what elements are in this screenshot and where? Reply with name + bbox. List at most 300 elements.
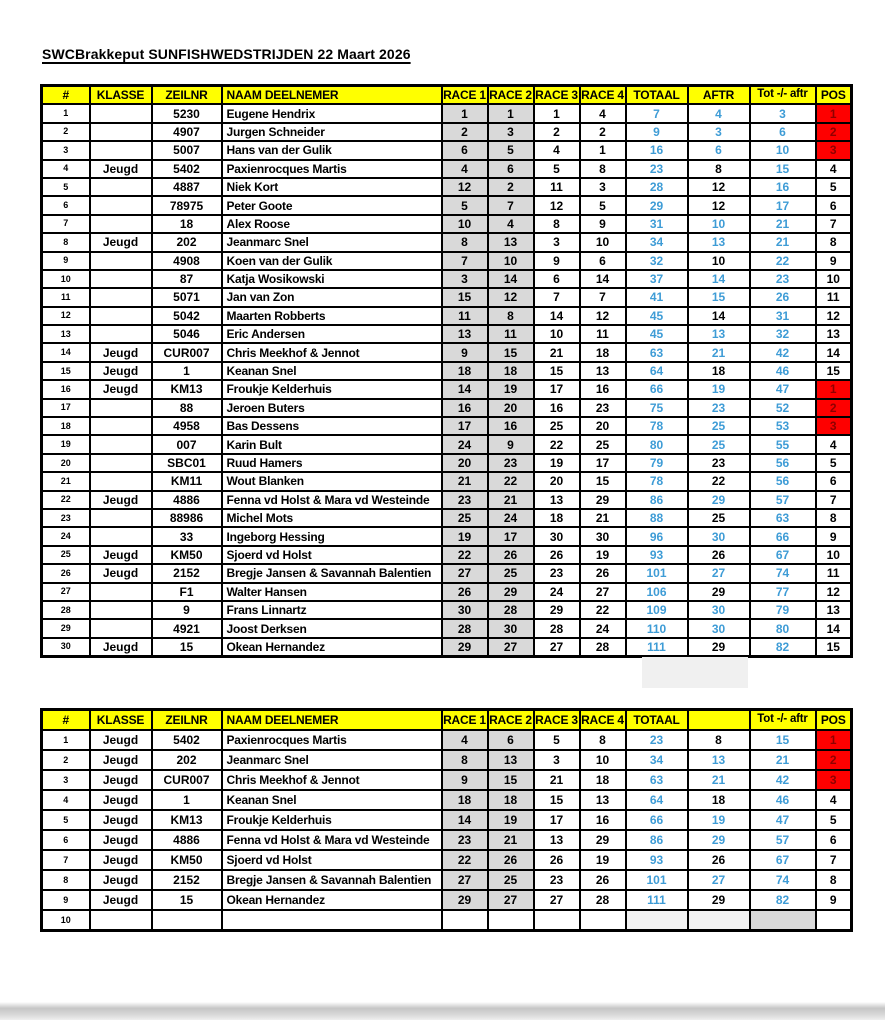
cell-zeilnr: CUR007 bbox=[152, 770, 222, 790]
cell-totaal: 96 bbox=[626, 527, 688, 545]
cell-pos: 6 bbox=[816, 830, 852, 850]
cell-tot-aftr: 55 bbox=[750, 435, 816, 453]
cell-race4: 19 bbox=[580, 546, 626, 564]
cell-totaal: 110 bbox=[626, 619, 688, 637]
cell-race1: 23 bbox=[442, 491, 488, 509]
cell-klasse: Jeugd bbox=[90, 343, 152, 361]
cell-tot-aftr: 3 bbox=[750, 104, 816, 122]
cell-zeilnr: 2152 bbox=[152, 870, 222, 890]
cell-race4: 21 bbox=[580, 509, 626, 527]
cell-pos: 8 bbox=[816, 509, 852, 527]
cell-race2: 5 bbox=[488, 141, 534, 159]
col-header-race4: RACE 4 bbox=[580, 710, 626, 731]
cell-race2: 25 bbox=[488, 564, 534, 582]
cell-totaal: 101 bbox=[626, 564, 688, 582]
cell-race3: 14 bbox=[534, 307, 580, 325]
cell-aftr: 27 bbox=[688, 564, 750, 582]
cell-race2: 28 bbox=[488, 601, 534, 619]
cell-race1: 29 bbox=[442, 890, 488, 910]
cell-race4: 2 bbox=[580, 123, 626, 141]
cell-aftr: 19 bbox=[688, 810, 750, 830]
cell-tot-aftr: 42 bbox=[750, 770, 816, 790]
table-row bbox=[42, 215, 852, 233]
cell-aftr: 4 bbox=[688, 104, 750, 122]
cell-tot-aftr: 46 bbox=[750, 790, 816, 810]
cell-zeilnr: 15 bbox=[152, 890, 222, 910]
cell-tot-aftr: 79 bbox=[750, 601, 816, 619]
cell-rank: 6 bbox=[42, 830, 90, 850]
cell-race3: 17 bbox=[534, 810, 580, 830]
cell-race3: 25 bbox=[534, 417, 580, 435]
cell-naam: Sjoerd vd Holst bbox=[222, 850, 442, 870]
cell-race3: 5 bbox=[534, 160, 580, 178]
cell-race1: 18 bbox=[442, 362, 488, 380]
cell-race2: 15 bbox=[488, 343, 534, 361]
cell-race4: 7 bbox=[580, 288, 626, 306]
col-header-race1: RACE 1 bbox=[442, 86, 488, 105]
cell-race4: 10 bbox=[580, 750, 626, 770]
cell-naam: Fenna vd Holst & Mara vd Westeinde bbox=[222, 830, 442, 850]
cell-race2: 9 bbox=[488, 435, 534, 453]
col-header-klasse: KLASSE bbox=[90, 86, 152, 105]
cell-rank: 17 bbox=[42, 399, 90, 417]
cell-zeilnr: 9 bbox=[152, 601, 222, 619]
cell-pos: 7 bbox=[816, 491, 852, 509]
cell-rank: 8 bbox=[42, 233, 90, 251]
cell-klasse bbox=[90, 307, 152, 325]
cell-race2: 21 bbox=[488, 830, 534, 850]
cell-race2: 1 bbox=[488, 104, 534, 122]
cell-zeilnr: 1 bbox=[152, 790, 222, 810]
cell-race4: 22 bbox=[580, 601, 626, 619]
cell-klasse: Jeugd bbox=[90, 770, 152, 790]
cell-race4: 8 bbox=[580, 730, 626, 750]
cell-tot-aftr: 15 bbox=[750, 160, 816, 178]
cell-tot-aftr: 77 bbox=[750, 583, 816, 601]
cell-rank: 15 bbox=[42, 362, 90, 380]
cell-race4: 26 bbox=[580, 564, 626, 582]
cell-naam: Eric Andersen bbox=[222, 325, 442, 343]
cell-race3: 2 bbox=[534, 123, 580, 141]
cell-aftr bbox=[688, 910, 750, 931]
cell-naam: Froukje Kelderhuis bbox=[222, 810, 442, 830]
cell-totaal: 80 bbox=[626, 435, 688, 453]
cell-race3: 24 bbox=[534, 583, 580, 601]
cell-naam: Karin Bult bbox=[222, 435, 442, 453]
cell-rank: 11 bbox=[42, 288, 90, 306]
cell-rank: 6 bbox=[42, 196, 90, 214]
cell-klasse bbox=[90, 454, 152, 472]
cell-zeilnr: F1 bbox=[152, 583, 222, 601]
results-table-overall bbox=[40, 84, 853, 658]
cell-race1 bbox=[442, 910, 488, 931]
col-header-zeilnr: ZEILNR bbox=[152, 710, 222, 731]
cell-pos: 4 bbox=[816, 435, 852, 453]
col-header-race2: RACE 2 bbox=[488, 710, 534, 731]
cell-tot-aftr: 10 bbox=[750, 141, 816, 159]
cell-tot-aftr: 16 bbox=[750, 178, 816, 196]
cell-race2: 13 bbox=[488, 750, 534, 770]
table-row bbox=[42, 472, 852, 490]
table-body-overall bbox=[42, 104, 852, 656]
cell-zeilnr: 87 bbox=[152, 270, 222, 288]
cell-klasse bbox=[90, 325, 152, 343]
cell-klasse: Jeugd bbox=[90, 362, 152, 380]
cell-naam: Peter Goote bbox=[222, 196, 442, 214]
cell-rank: 3 bbox=[42, 770, 90, 790]
cell-zeilnr: KM13 bbox=[152, 380, 222, 398]
cell-naam: Jeanmarc Snel bbox=[222, 233, 442, 251]
cell-naam: Jeanmarc Snel bbox=[222, 750, 442, 770]
cell-pos: 8 bbox=[816, 870, 852, 890]
cell-race4: 26 bbox=[580, 870, 626, 890]
cell-klasse bbox=[90, 141, 152, 159]
cell-zeilnr: 33 bbox=[152, 527, 222, 545]
cell-tot-aftr: 74 bbox=[750, 564, 816, 582]
cell-pos: 3 bbox=[816, 770, 852, 790]
cell-rank: 10 bbox=[42, 270, 90, 288]
cell-aftr: 30 bbox=[688, 601, 750, 619]
cell-race4: 20 bbox=[580, 417, 626, 435]
cell-rank: 25 bbox=[42, 546, 90, 564]
cell-race3: 27 bbox=[534, 638, 580, 657]
cell-race3: 28 bbox=[534, 619, 580, 637]
cell-race1: 26 bbox=[442, 583, 488, 601]
cell-zeilnr: KM13 bbox=[152, 810, 222, 830]
table-row bbox=[42, 638, 852, 657]
cell-race3: 17 bbox=[534, 380, 580, 398]
cell-aftr: 14 bbox=[688, 270, 750, 288]
cell-rank: 29 bbox=[42, 619, 90, 637]
table-row bbox=[42, 619, 852, 637]
cell-rank: 13 bbox=[42, 325, 90, 343]
table-row bbox=[42, 141, 852, 159]
cell-tot-aftr: 31 bbox=[750, 307, 816, 325]
cell-tot-aftr bbox=[750, 910, 816, 931]
cell-zeilnr: 4886 bbox=[152, 491, 222, 509]
cell-pos: 12 bbox=[816, 583, 852, 601]
table-row bbox=[42, 362, 852, 380]
cell-naam: Alex Roose bbox=[222, 215, 442, 233]
cell-rank: 1 bbox=[42, 730, 90, 750]
cell-pos: 15 bbox=[816, 362, 852, 380]
cell-zeilnr: 18 bbox=[152, 215, 222, 233]
cell-klasse bbox=[90, 270, 152, 288]
cell-klasse: Jeugd bbox=[90, 380, 152, 398]
table-row bbox=[42, 583, 852, 601]
cell-naam: Paxienrocques Martis bbox=[222, 160, 442, 178]
cell-rank: 18 bbox=[42, 417, 90, 435]
table-row bbox=[42, 307, 852, 325]
cell-zeilnr bbox=[152, 910, 222, 931]
cell-race1: 13 bbox=[442, 325, 488, 343]
cell-zeilnr: 5230 bbox=[152, 104, 222, 122]
cell-pos: 10 bbox=[816, 546, 852, 564]
cell-naam: Jan van Zon bbox=[222, 288, 442, 306]
cell-aftr: 21 bbox=[688, 770, 750, 790]
cell-zeilnr: 5042 bbox=[152, 307, 222, 325]
cell-race2: 29 bbox=[488, 583, 534, 601]
cell-race3: 15 bbox=[534, 362, 580, 380]
table-row bbox=[42, 325, 852, 343]
cell-totaal: 78 bbox=[626, 472, 688, 490]
table-row bbox=[42, 850, 852, 870]
table-row bbox=[42, 830, 852, 850]
cell-pos: 9 bbox=[816, 527, 852, 545]
cell-pos: 7 bbox=[816, 850, 852, 870]
cell-race4: 5 bbox=[580, 196, 626, 214]
col-header-zeilnr: ZEILNR bbox=[152, 86, 222, 105]
cell-race1: 1 bbox=[442, 104, 488, 122]
cell-tot-aftr: 22 bbox=[750, 252, 816, 270]
cell-rank: 2 bbox=[42, 750, 90, 770]
table-row bbox=[42, 770, 852, 790]
cell-pos: 2 bbox=[816, 750, 852, 770]
cell-race1: 12 bbox=[442, 178, 488, 196]
cell-aftr: 13 bbox=[688, 325, 750, 343]
cell-klasse: Jeugd bbox=[90, 810, 152, 830]
cell-race2: 26 bbox=[488, 850, 534, 870]
cell-race1: 9 bbox=[442, 343, 488, 361]
cell-zeilnr: 88 bbox=[152, 399, 222, 417]
cell-race4: 3 bbox=[580, 178, 626, 196]
cell-race2: 20 bbox=[488, 399, 534, 417]
cell-totaal: 34 bbox=[626, 750, 688, 770]
cell-zeilnr: 202 bbox=[152, 233, 222, 251]
cell-aftr: 10 bbox=[688, 215, 750, 233]
cell-tot-aftr: 52 bbox=[750, 399, 816, 417]
cell-race4: 8 bbox=[580, 160, 626, 178]
cell-race1: 19 bbox=[442, 527, 488, 545]
table-row bbox=[42, 750, 852, 770]
cell-aftr: 14 bbox=[688, 307, 750, 325]
cell-zeilnr: CUR007 bbox=[152, 343, 222, 361]
cell-race2 bbox=[488, 910, 534, 931]
cell-totaal: 93 bbox=[626, 850, 688, 870]
cell-pos: 11 bbox=[816, 564, 852, 582]
cell-zeilnr: KM11 bbox=[152, 472, 222, 490]
cell-race2: 12 bbox=[488, 288, 534, 306]
cell-pos: 5 bbox=[816, 810, 852, 830]
cell-zeilnr: 5046 bbox=[152, 325, 222, 343]
cell-race1: 29 bbox=[442, 638, 488, 657]
cell-naam: Okean Hernandez bbox=[222, 638, 442, 657]
cell-race3: 3 bbox=[534, 750, 580, 770]
table-row bbox=[42, 104, 852, 122]
cell-naam: Wout Blanken bbox=[222, 472, 442, 490]
col-header-naam: NAAM DEELNEMER bbox=[222, 710, 442, 731]
table-row bbox=[42, 270, 852, 288]
cell-totaal: 23 bbox=[626, 160, 688, 178]
cell-klasse bbox=[90, 399, 152, 417]
cell-totaal: 75 bbox=[626, 399, 688, 417]
cell-race3: 1 bbox=[534, 104, 580, 122]
cell-race2: 19 bbox=[488, 380, 534, 398]
cell-aftr: 29 bbox=[688, 638, 750, 657]
table-row bbox=[42, 601, 852, 619]
cell-race2: 23 bbox=[488, 454, 534, 472]
cell-pos: 2 bbox=[816, 123, 852, 141]
cell-pos: 3 bbox=[816, 141, 852, 159]
cell-race4: 6 bbox=[580, 252, 626, 270]
cell-pos: 1 bbox=[816, 380, 852, 398]
cell-totaal: 101 bbox=[626, 870, 688, 890]
cell-naam: Ruud Hamers bbox=[222, 454, 442, 472]
cell-zeilnr: 5402 bbox=[152, 160, 222, 178]
table-row bbox=[42, 790, 852, 810]
cell-rank: 27 bbox=[42, 583, 90, 601]
cell-race2: 24 bbox=[488, 509, 534, 527]
cell-aftr: 12 bbox=[688, 178, 750, 196]
cell-klasse bbox=[90, 417, 152, 435]
cell-race3: 15 bbox=[534, 790, 580, 810]
cell-race4: 28 bbox=[580, 890, 626, 910]
cell-klasse: Jeugd bbox=[90, 564, 152, 582]
cell-tot-aftr: 66 bbox=[750, 527, 816, 545]
cell-race3: 21 bbox=[534, 770, 580, 790]
cell-totaal: 86 bbox=[626, 491, 688, 509]
cell-zeilnr: 007 bbox=[152, 435, 222, 453]
cell-pos: 2 bbox=[816, 399, 852, 417]
cell-naam bbox=[222, 910, 442, 931]
cell-tot-aftr: 32 bbox=[750, 325, 816, 343]
cell-zeilnr: 202 bbox=[152, 750, 222, 770]
cell-race4: 9 bbox=[580, 215, 626, 233]
cell-naam: Frans Linnartz bbox=[222, 601, 442, 619]
cell-totaal: 86 bbox=[626, 830, 688, 850]
cell-race2: 18 bbox=[488, 790, 534, 810]
cell-race4: 29 bbox=[580, 491, 626, 509]
table-row bbox=[42, 196, 852, 214]
cell-aftr: 25 bbox=[688, 509, 750, 527]
col-header-aftr: AFTR bbox=[688, 86, 750, 105]
cell-naam: Bas Dessens bbox=[222, 417, 442, 435]
cell-race3: 26 bbox=[534, 546, 580, 564]
cell-race1: 8 bbox=[442, 233, 488, 251]
cell-pos: 6 bbox=[816, 472, 852, 490]
table-row bbox=[42, 454, 852, 472]
table-row bbox=[42, 509, 852, 527]
cell-race1: 18 bbox=[442, 790, 488, 810]
cell-pos: 5 bbox=[816, 178, 852, 196]
cell-totaal: 7 bbox=[626, 104, 688, 122]
cell-tot-aftr: 47 bbox=[750, 810, 816, 830]
cell-race2: 30 bbox=[488, 619, 534, 637]
col-header-race3: RACE 3 bbox=[534, 710, 580, 731]
cell-klasse: Jeugd bbox=[90, 546, 152, 564]
cell-rank: 5 bbox=[42, 178, 90, 196]
cell-totaal: 106 bbox=[626, 583, 688, 601]
cell-tot-aftr: 63 bbox=[750, 509, 816, 527]
table-row bbox=[42, 380, 852, 398]
table-row bbox=[42, 810, 852, 830]
cell-race1: 27 bbox=[442, 564, 488, 582]
cell-klasse: Jeugd bbox=[90, 233, 152, 251]
table-row bbox=[42, 564, 852, 582]
cell-race2: 21 bbox=[488, 491, 534, 509]
cell-pos: 9 bbox=[816, 252, 852, 270]
cell-race1: 3 bbox=[442, 270, 488, 288]
cell-race4: 13 bbox=[580, 790, 626, 810]
cell-race1: 23 bbox=[442, 830, 488, 850]
cell-tot-aftr: 57 bbox=[750, 830, 816, 850]
cell-race4 bbox=[580, 910, 626, 931]
cell-race1: 27 bbox=[442, 870, 488, 890]
cell-race2: 15 bbox=[488, 770, 534, 790]
cell-totaal: 64 bbox=[626, 790, 688, 810]
table-row bbox=[42, 399, 852, 417]
cell-aftr: 3 bbox=[688, 123, 750, 141]
cell-race2: 10 bbox=[488, 252, 534, 270]
cell-race1: 15 bbox=[442, 288, 488, 306]
col-header-naam: NAAM DEELNEMER bbox=[222, 86, 442, 105]
cell-totaal bbox=[626, 910, 688, 931]
page-edge-shadow bbox=[0, 1002, 885, 1020]
cell-aftr: 18 bbox=[688, 362, 750, 380]
cell-naam: Chris Meekhof & Jennot bbox=[222, 343, 442, 361]
cell-race4: 16 bbox=[580, 380, 626, 398]
table-row bbox=[42, 160, 852, 178]
cell-zeilnr: 4907 bbox=[152, 123, 222, 141]
cell-zeilnr: 1 bbox=[152, 362, 222, 380]
cell-naam: Bregje Jansen & Savannah Balentien bbox=[222, 564, 442, 582]
cell-race1: 9 bbox=[442, 770, 488, 790]
table-body-jeugd bbox=[42, 730, 852, 931]
table-row bbox=[42, 527, 852, 545]
cell-zeilnr: 4886 bbox=[152, 830, 222, 850]
cell-race3: 7 bbox=[534, 288, 580, 306]
cell-naam: Michel Mots bbox=[222, 509, 442, 527]
cell-race1: 10 bbox=[442, 215, 488, 233]
cell-race3: 5 bbox=[534, 730, 580, 750]
cell-klasse: Jeugd bbox=[90, 730, 152, 750]
cell-pos: 14 bbox=[816, 619, 852, 637]
cell-pos: 1 bbox=[816, 104, 852, 122]
cell-naam: Froukje Kelderhuis bbox=[222, 380, 442, 398]
cell-aftr: 27 bbox=[688, 870, 750, 890]
table-row bbox=[42, 123, 852, 141]
cell-tot-aftr: 21 bbox=[750, 750, 816, 770]
page-title: SWCBrakkeput SUNFISHWEDSTRIJDEN 22 Maart 2026 bbox=[42, 46, 411, 62]
table-row bbox=[42, 288, 852, 306]
cell-naam: Joost Derksen bbox=[222, 619, 442, 637]
cell-naam: Keanan Snel bbox=[222, 790, 442, 810]
cell-pos: 15 bbox=[816, 638, 852, 657]
cell-rank: 4 bbox=[42, 160, 90, 178]
cell-totaal: 63 bbox=[626, 770, 688, 790]
cell-race1: 22 bbox=[442, 850, 488, 870]
cell-klasse bbox=[90, 910, 152, 931]
cell-race2: 7 bbox=[488, 196, 534, 214]
cell-tot-aftr: 46 bbox=[750, 362, 816, 380]
cell-rank: 10 bbox=[42, 910, 90, 931]
cell-rank: 22 bbox=[42, 491, 90, 509]
table-row bbox=[42, 417, 852, 435]
cell-race4: 18 bbox=[580, 770, 626, 790]
cell-aftr: 13 bbox=[688, 750, 750, 770]
cell-totaal: 93 bbox=[626, 546, 688, 564]
cell-race2: 3 bbox=[488, 123, 534, 141]
cell-rank: 19 bbox=[42, 435, 90, 453]
cell-pos: 13 bbox=[816, 325, 852, 343]
cell-klasse bbox=[90, 178, 152, 196]
cell-rank: 9 bbox=[42, 890, 90, 910]
cell-rank: 7 bbox=[42, 215, 90, 233]
cell-klasse bbox=[90, 619, 152, 637]
cell-totaal: 45 bbox=[626, 325, 688, 343]
cell-race2: 27 bbox=[488, 638, 534, 657]
cell-race2: 6 bbox=[488, 730, 534, 750]
